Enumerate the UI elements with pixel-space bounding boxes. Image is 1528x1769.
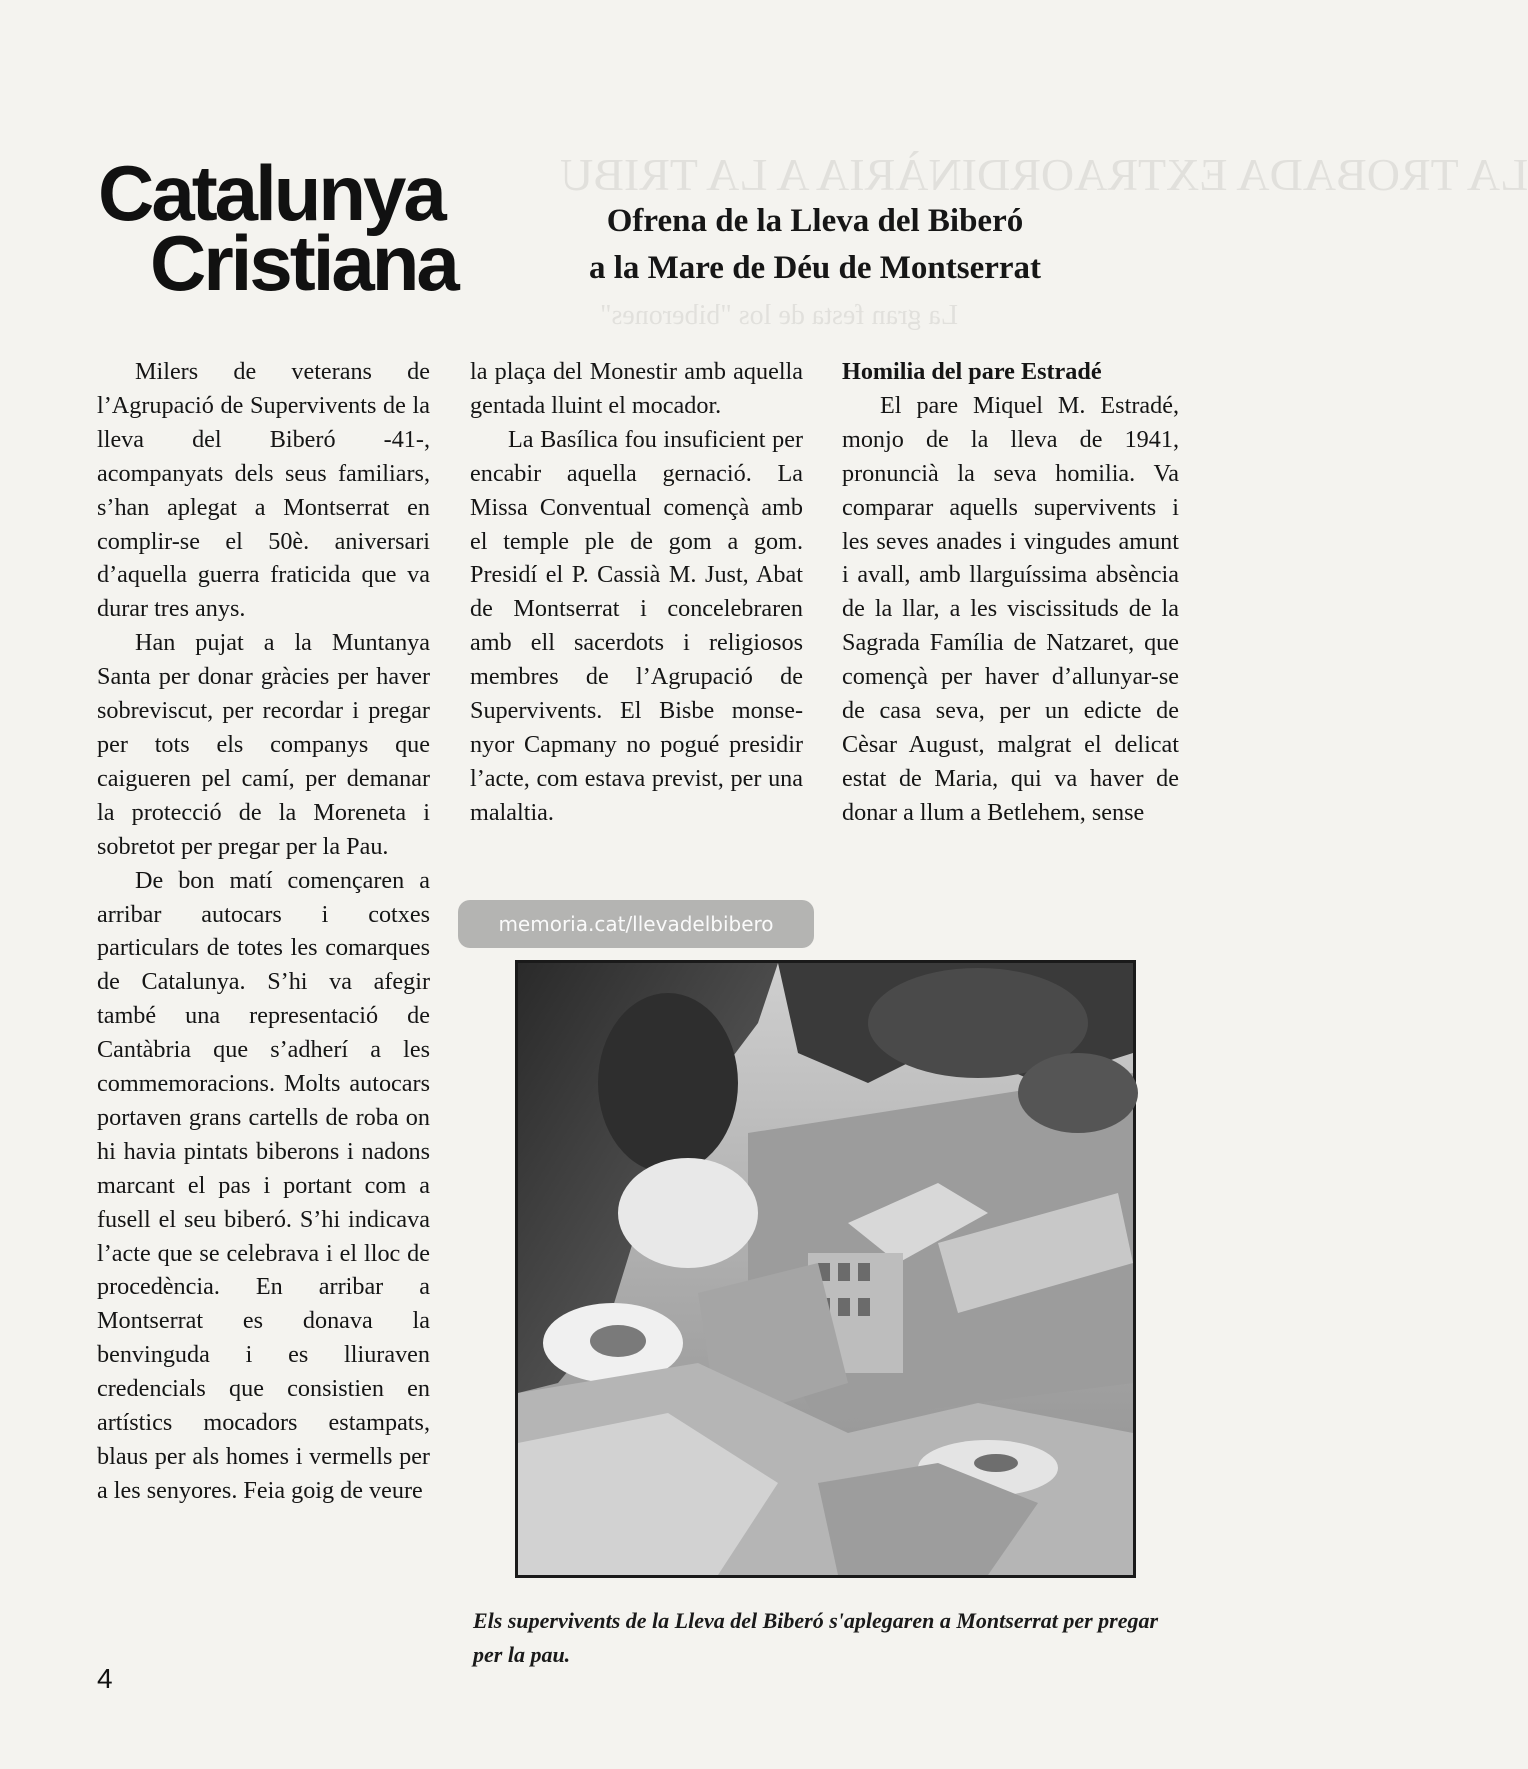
photo-image xyxy=(518,963,1133,1575)
masthead-line-2: Cristiana xyxy=(150,219,457,307)
section-heading: Homilia del pare Estradé xyxy=(842,358,1102,385)
article-column-1 xyxy=(97,355,430,1508)
article-column-2 xyxy=(470,355,803,830)
article-headline xyxy=(535,198,1095,292)
masthead-logo xyxy=(98,149,478,307)
masthead-line-1: Catalunya xyxy=(98,149,444,237)
photo-caption: Els supervivents de la Lleva del Biberó s'aplegaren a Montserrat per pregar per la pau. xyxy=(473,1608,1159,1667)
page-number: 4 xyxy=(97,1663,113,1694)
paragraph: la plaça del Monestir amb aquella gentada lluint el mocador. xyxy=(470,358,803,419)
paragraph: La Basílica fou insuficient per encabir aquella gernació. La Missa Conventual començà amb el temple ple de gom a gom. Presidí el P. Cassià M. Just, Abat de Montserrat i concelebraren amb ell sacerdots i religiosos membres de l’Agrupació de Supervivents. El Bisbe monse-nyor Capmany no pogué presidir l’acte, com estava previst, per una malaltia. xyxy=(470,425,803,826)
paragraph: De bon matí començaren a arribar autocars i cotxes particulars de totes les comarques de Catalunya. S’hi va afegir també una representació de Cantàbria que s’adherí a les commemoracions. Molts autocars portaven grans cartells de roba on hi havia pintats biberons i nadons marcant el pas i portant com a fusell el seu biberó. S’hi indicava l’acte que se celebrava i el lloc de procedència. En arribar a Montserrat es donava la benvinguda i es lliuraven credencials que consistien en artístics mocadors estampats, blaus per als homes i vermells per a les senyores. Feia goig de veure xyxy=(97,866,430,1504)
bleed-through-text: LA TROBADA EXTRAORDINÀRIA A LA TRIBU xyxy=(560,149,1528,200)
paragraph: Han pujat a la Muntanya Santa per donar gràcies per haver sobreviscut, per recordar i pregar per tots els companys que caigueren pel camí, per demanar la protecció de la Moreneta i sobretot per pregar per la Pau. xyxy=(97,629,430,860)
paragraph: El pare Miquel M. Estradé, monjo de la lleva de 1941, pronuncià la seva homilia. Va comparar aquells supervivents i les seves anades i vingudes amunt i avall, amb llarguíssima absència de la llar, a les viscissituds de la Sagrada Família de Natzaret, que començà per haver d’allunyar-se de casa seva, per un edicte de Cèsar August, malgrat el delicat estat de Maria, qui va haver de donar a llum a Betlehem, sense xyxy=(842,391,1179,826)
article-photo xyxy=(515,960,1136,1578)
bleed-through-text: La gran festa de los "biberones" xyxy=(600,300,958,331)
headline-line-2: a la Mare de Déu de Montserrat xyxy=(588,250,1042,286)
paragraph: Milers de veterans de l’Agrupació de Supervivents de la lleva del Biberó -41-, acompanyats dels seus familiars, s’han aplegat a Montserrat en complir-se el 50è. aniversari d’aquella guerra fraticida que va durar tres anys. xyxy=(97,358,430,623)
source-watermark: memoria.cat/llevadelbibero xyxy=(458,900,814,948)
headline-line-1: Ofrena de la Lleva del Biberó xyxy=(606,203,1024,239)
article-column-3 xyxy=(842,355,1179,830)
